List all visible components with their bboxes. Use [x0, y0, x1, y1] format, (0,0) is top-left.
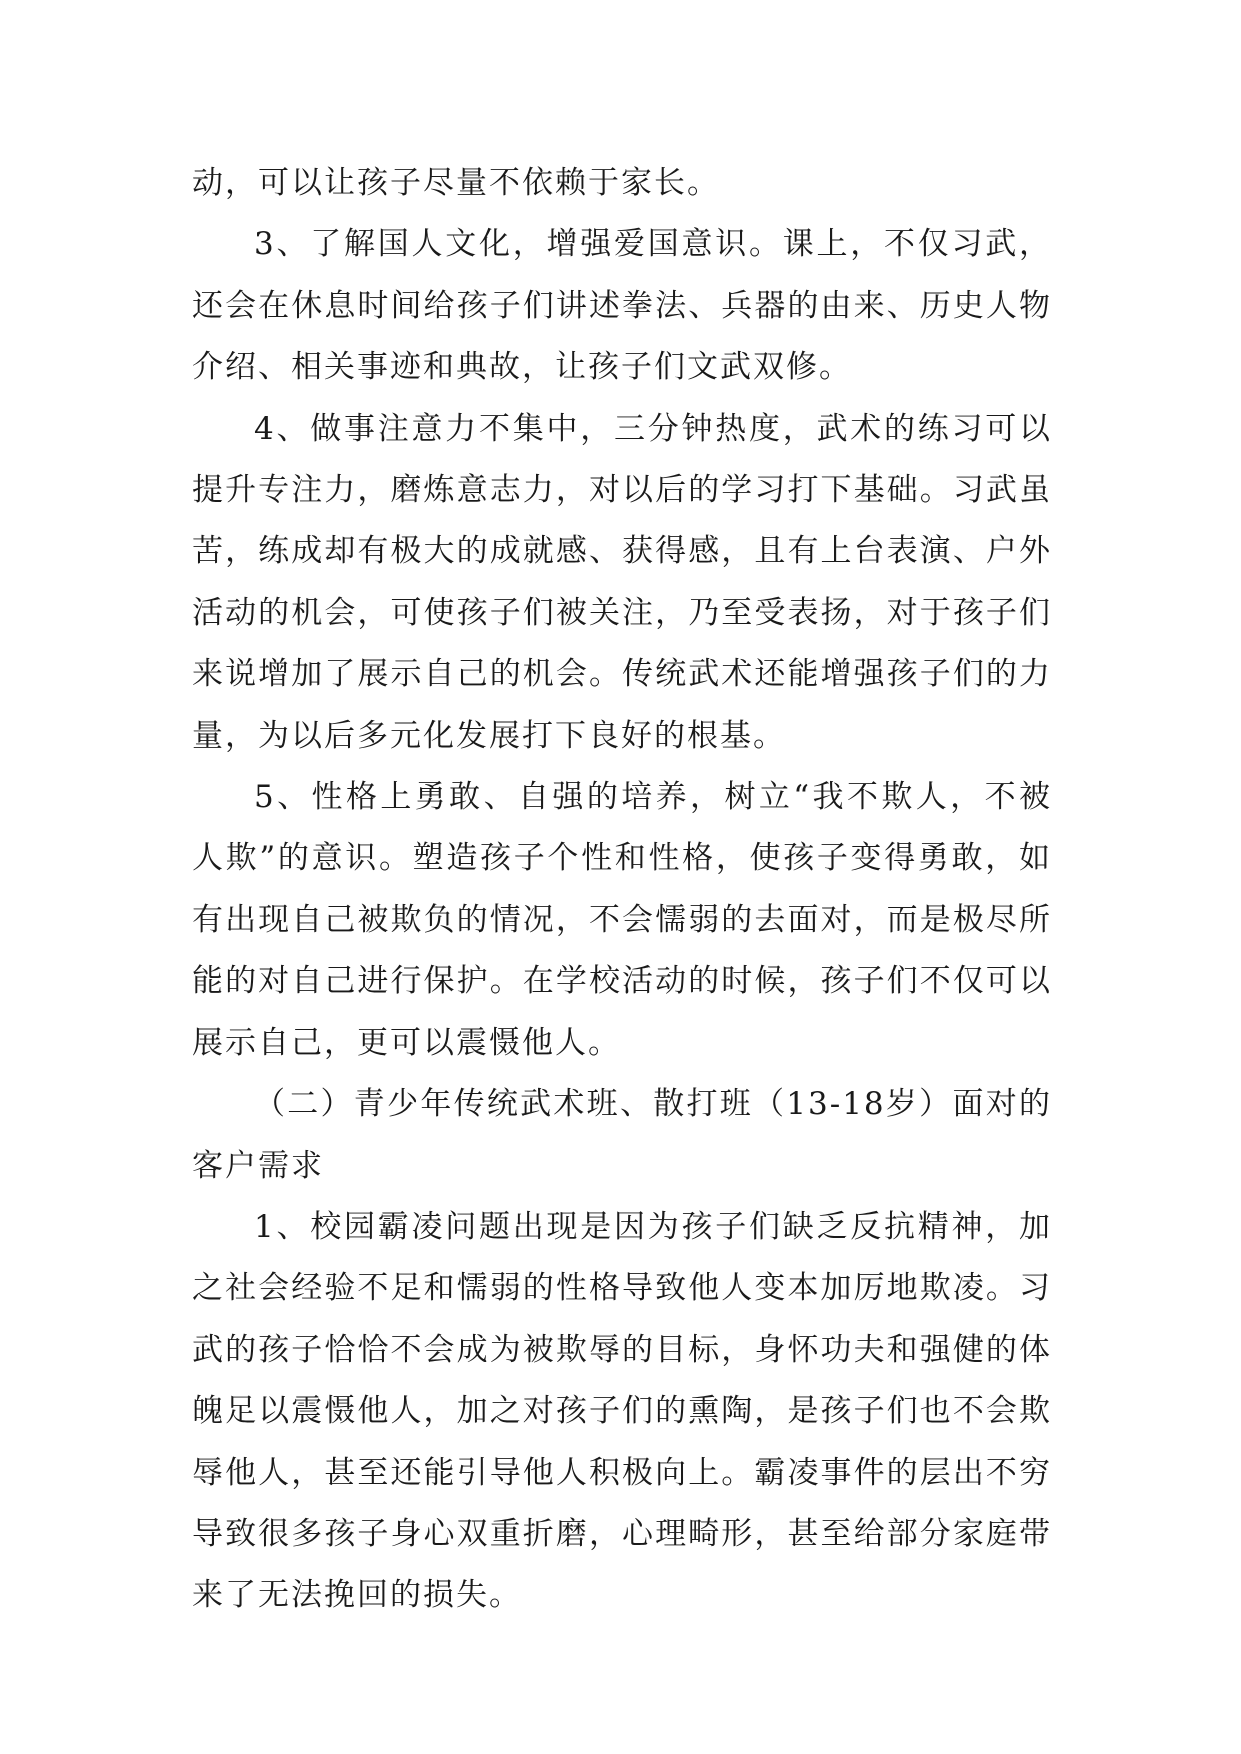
paragraph-item-4: 4、做事注意力不集中，三分钟热度，武术的练习可以提升专注力，磨炼意志力，对以后的学习打下基础。习武虽苦，练成却有极大的成就感、获得感，且有上台表演、户外活动的机会，可使孩子们被关注，乃至受表扬，对于孩子们来说增加了展示自己的机会。传统武术还能增强孩子们的力量，为以后多元化发展打下良好的根基。 — [192, 410, 1052, 754]
paragraph-item-3: 3、了解国人文化，增强爱国意识。课上，不仅习武，还会在休息时间给孩子们讲述拳法、兵器的由来、历史人物介绍、相关事迹和典故，让孩子们文武双修。 — [192, 226, 1052, 386]
document-body — [192, 153, 1052, 1627]
paragraph-continuation: 动，可以让孩子尽量不依赖于家长。 — [192, 165, 720, 201]
paragraph-item-5: 5、性格上勇敢、自强的培养，树立“我不欺人，不被人欺”的意识。塑造孩子个性和性格，使孩子变得勇敢，如有出现自己被欺负的情况，不会懦弱的去面对，而是极尽所能的对自己进行保护。在学校活动的时候，孩子们不仅可以展示自己，更可以震慑他人。 — [192, 779, 1052, 1061]
section-heading: （二）青少年传统武术班、散打班（13-18岁）面对的客户需求 — [192, 1086, 1052, 1184]
paragraph-item-1: 1、校园霸凌问题出现是因为孩子们缺乏反抗精神，加之社会经验不足和懦弱的性格导致他人变本加厉地欺凌。习武的孩子恰恰不会成为被欺辱的目标，身怀功夫和强健的体魄足以震慑他人，加之对孩子们的熏陶，是孩子们也不会欺辱他人，甚至还能引导他人积极向上。霸凌事件的层出不穷导致很多孩子身心双重折磨，心理畸形，甚至给部分家庭带来了无法挽回的损失。 — [192, 1208, 1052, 1614]
